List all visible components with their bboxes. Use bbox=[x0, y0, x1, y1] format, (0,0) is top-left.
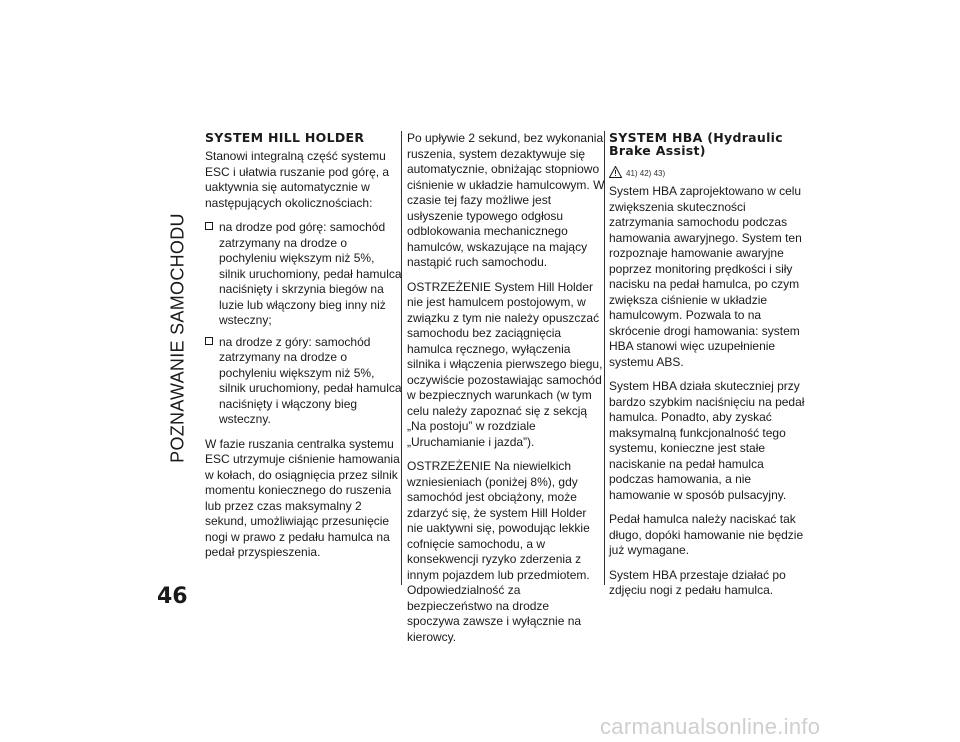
bullet-text: na drodze z góry: samochód zatrzymany na drodze o pochyleniu większym niż 5%, silnik uruchomiony, pedał hamulca naciśnięty i włączony bieg wsteczny. bbox=[219, 334, 402, 426]
paragraph: Pedał hamulca należy naciskać tak długo, dopóki hamowanie nie będzie już wymagane. bbox=[609, 512, 804, 557]
warning-paragraph: OSTRZEŻENIE Na niewielkich wzniesieniach (poniżej 8%), gdy samochód jest obciążony, może zdarzyć się, że system Hill Holder nie uaktywni się, powodując lekkie cofnięcie samochodu, a w konsekwencji ryzyko zderzenia z innym pojazdem lub przedmiotem. Odpowiedzialność za bezpieczeństwo na drodze spoczywa zawsze i wyłącznie na kierowcy. bbox=[407, 459, 590, 644]
watermark: carmanualsonline.info bbox=[600, 714, 821, 739]
hba-heading-line: SYSTEM HBA (Hydraulic bbox=[609, 130, 783, 145]
list-item bbox=[205, 220, 403, 329]
checkbox-square-icon bbox=[205, 337, 213, 345]
column-hill-holder-continued bbox=[407, 131, 605, 654]
paragraph: System HBA zaprojektowano w celu zwiększenia skuteczności zatrzymania samochodu podczas hamowania awaryjnego. System ten rozpoznaje hamowanie awaryjne poprzez monitoring prędkości i siły nacisku na pedał hamulca, po czym zwiększa ciśnienie w układzie hamulcowym. Pozwala to na skrócenie drogi hamowania: system HBA stanowi więc uzupełnienie systemu ABS. bbox=[609, 184, 802, 369]
warning-paragraph: OSTRZEŻENIE System Hill Holder nie jest hamulcem postojowym, w związku z tym nie należy opuszczać samochodu bez zaciągnięcia hamulca ręcznego, wyłączenia silnika i włączenia pierwszego biegu, oczywiście pozostawiając samochód w bezpiecznych warunkach (w tym celu należy zapoznać się z sekcją „Na postoju” w rozdziale „Uruchamianie i jazda”). bbox=[407, 279, 603, 449]
bullet-text: na drodze pod górę: samochód zatrzymany na drodze o pochyleniu większym niż 5%, silnik uruchomiony, pedał hamulca naciśnięty i skrzynia biegów na luzie lub włączony bieg inny niż wsteczny; bbox=[219, 220, 402, 327]
paragraph: Po upływie 2 sekund, bez wykonania ruszenia, system dezaktywuje się automatycznie, obniżając stopniowo ciśnienie w układzie hamulcowym. W czasie tej fazy możliwe jest usłyszenie typowego odgłosu odblokowania mechanicznego hamulców, wskazujące na mający nastąpić ruch samochodu. bbox=[407, 131, 605, 269]
checkbox-square-icon bbox=[205, 222, 213, 230]
hba-heading bbox=[609, 131, 807, 157]
hill-holder-heading: SYSTEM HILL HOLDER bbox=[205, 130, 365, 145]
section-side-tab-label: POZNAWANIE SAMOCHODU bbox=[167, 213, 188, 463]
list-item bbox=[205, 335, 403, 428]
paragraph: System HBA przestaje działać po zdjęciu nogi z pedału hamulca. bbox=[609, 567, 786, 597]
column-hill-holder bbox=[205, 131, 403, 570]
hba-heading-line: Brake Assist) bbox=[609, 143, 706, 158]
warning-references bbox=[609, 162, 807, 178]
hill-holder-paragraph: W fazie ruszania centralka systemu ESC utrzymuje ciśnienie hamowania w kołach, do osiągnięcia przez silnik momentu koniecznego do ruszenia lub przez czas maksymalny 2 sekund, umożliwiając przesunięcie nogi w prawo z pedału hamulca na pedał przyspieszenia. bbox=[205, 436, 400, 559]
column-hba bbox=[609, 131, 807, 608]
hill-holder-intro: Stanowi integralną część systemu ESC i ułatwia ruszanie pod górę, a uaktywnia się automatycznie w następujących okolicznościach: bbox=[205, 149, 390, 210]
paragraph: System HBA działa skuteczniej przy bardzo szybkim naciśnięciu na pedał hamulca. Ponadto, aby zyskać maksymalną funkcjonalność tego systemu, konieczne jest stałe naciskanie na pedał hamulca podczas hamowania, a nie hamowanie w sposób pulsacyjny. bbox=[609, 379, 805, 502]
hill-holder-bullet-list bbox=[205, 220, 403, 428]
warning-reference-numbers: 41) 42) 43) bbox=[626, 169, 666, 178]
section-side-tab bbox=[168, 133, 188, 543]
warning-triangle-icon bbox=[609, 166, 622, 178]
page-number: 46 bbox=[157, 584, 188, 609]
